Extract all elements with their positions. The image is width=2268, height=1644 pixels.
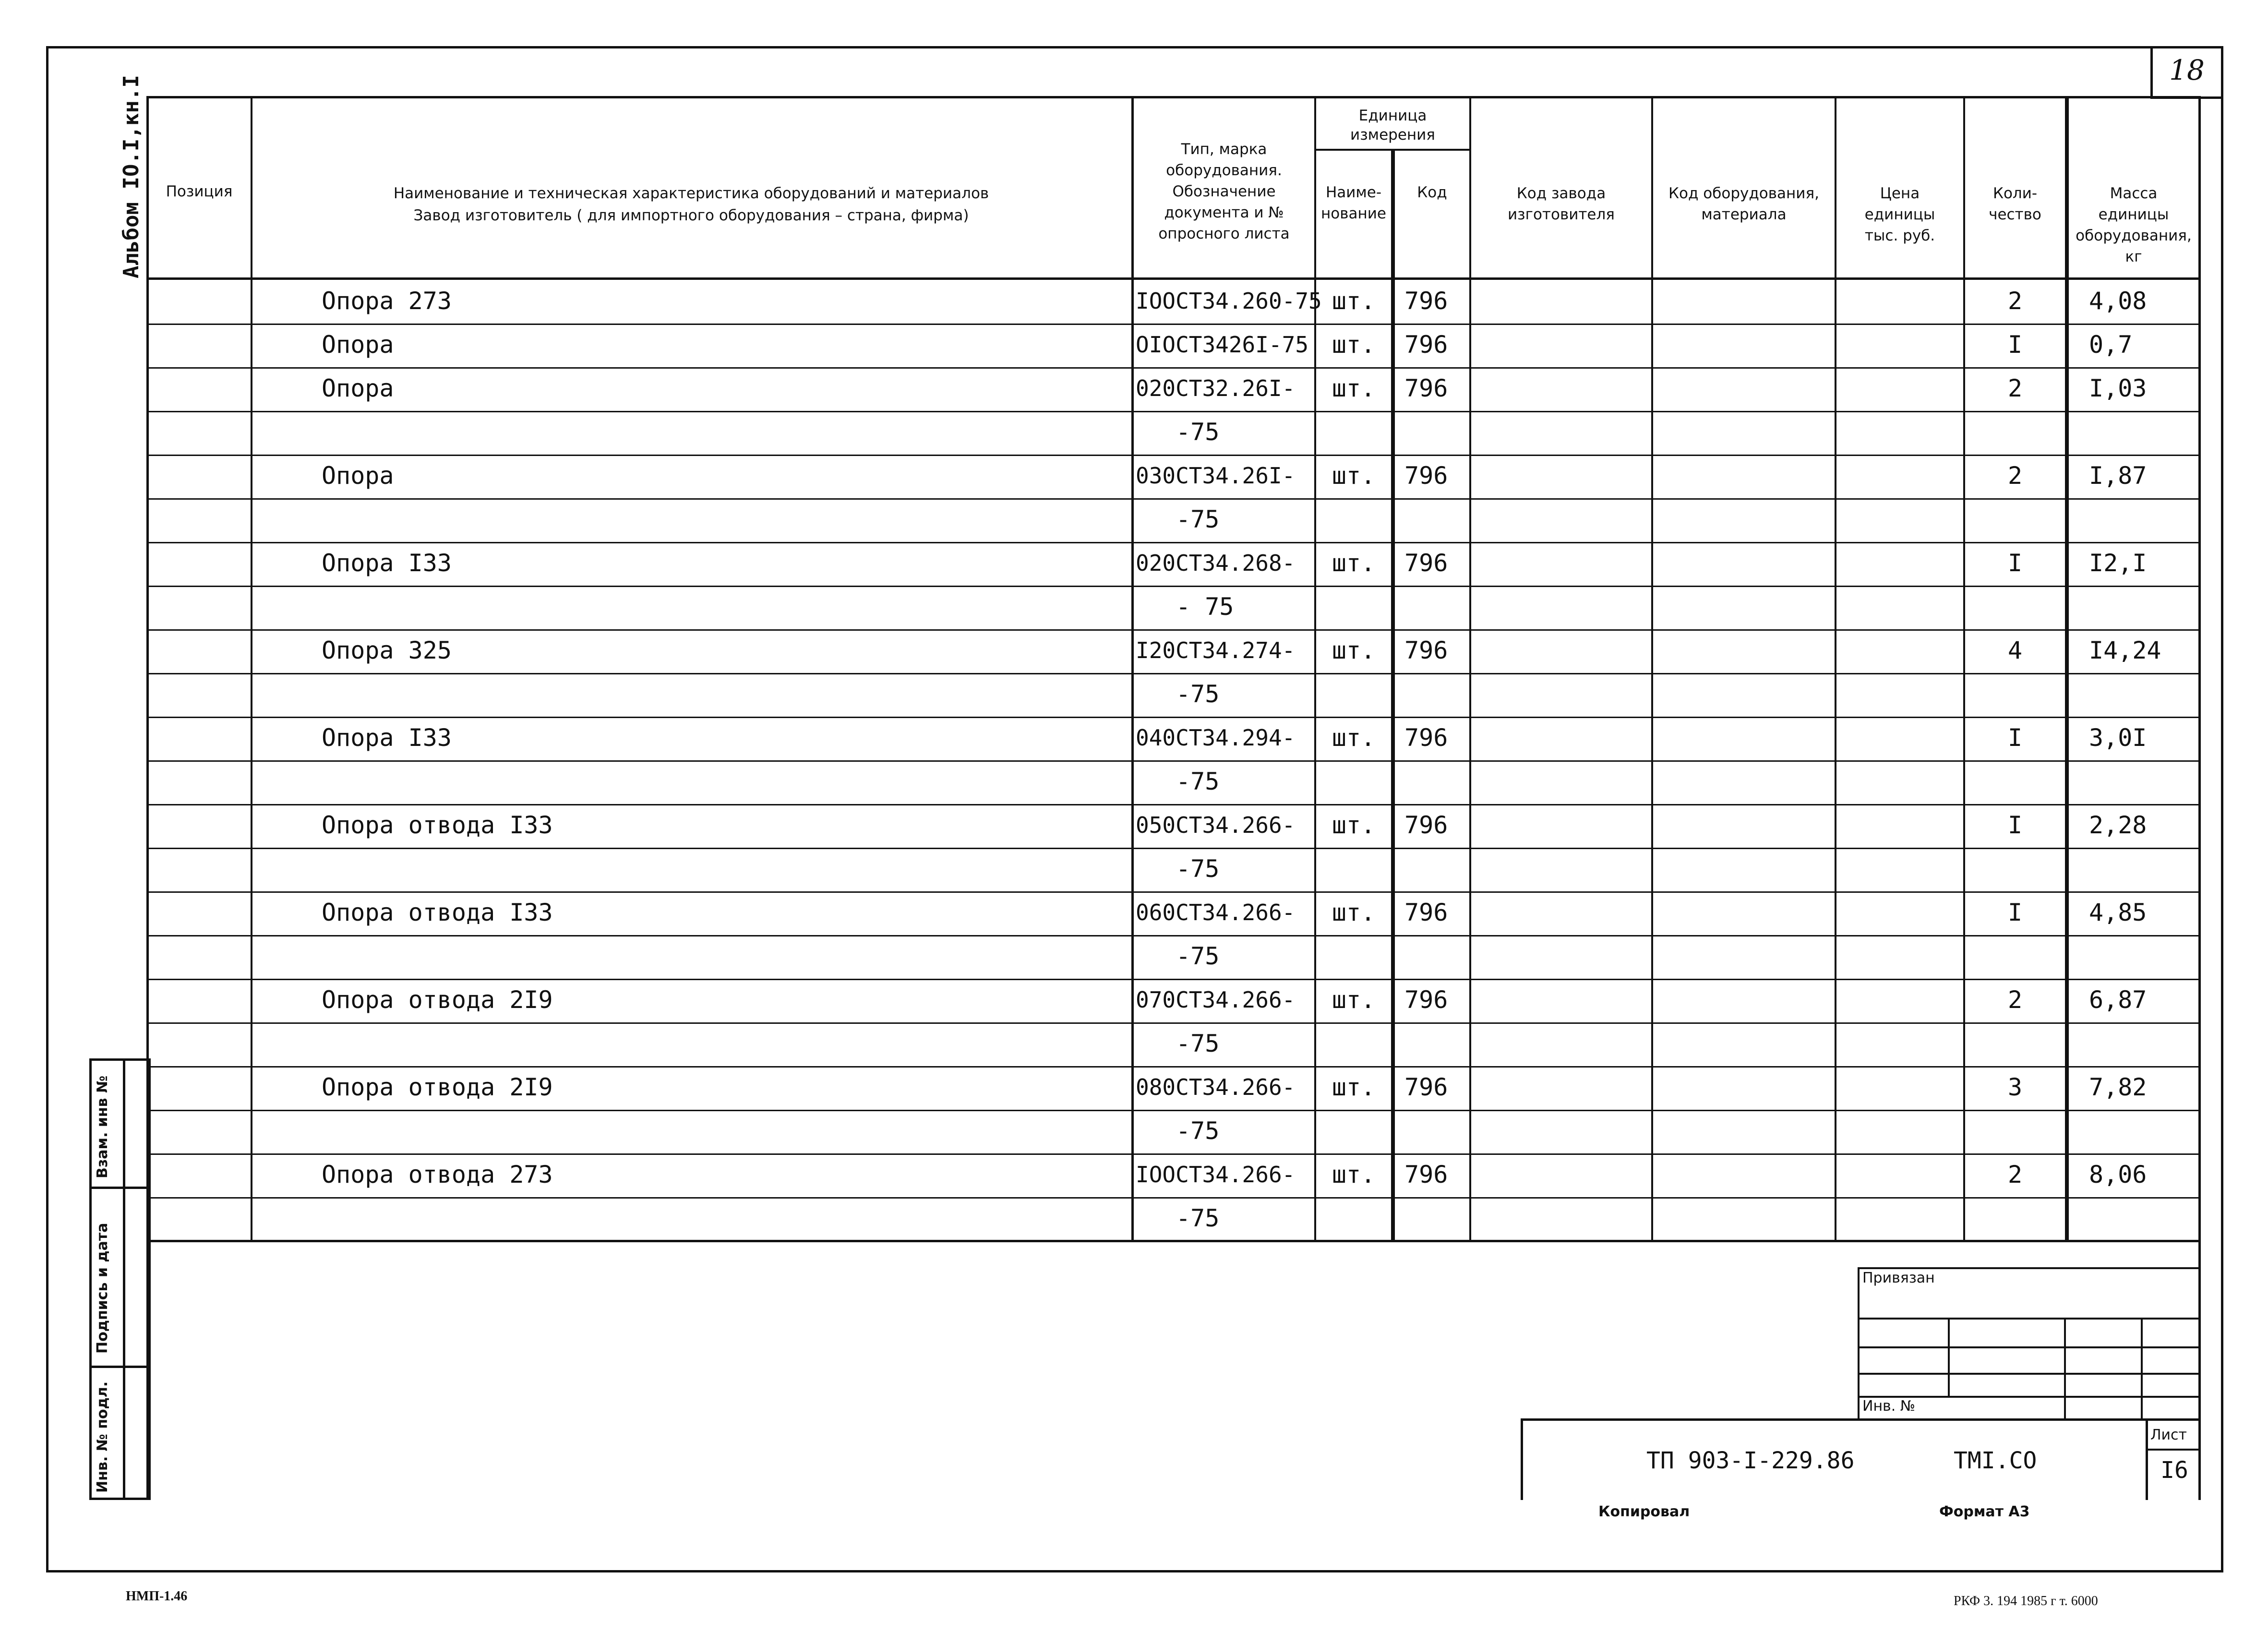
item-mass: 4,08 — [2089, 287, 2147, 315]
item-doc: 080CT34.266- — [1136, 1074, 1296, 1100]
item-code: 796 — [1404, 1161, 1448, 1188]
item-name: Опора отвода I33 — [322, 899, 553, 926]
item-mass: I,03 — [2089, 374, 2147, 402]
item-qty: I — [2007, 724, 2023, 752]
format-label: Формат А3 — [1939, 1503, 2030, 1520]
row-divider — [149, 1153, 2198, 1155]
item-unit: шт. — [1332, 374, 1376, 402]
col-type-header-2: оборудования. — [1166, 162, 1282, 179]
item-doc: OIOCT3426I-75 — [1136, 332, 1309, 358]
item-qty: I — [2007, 811, 2023, 839]
row-divider — [149, 891, 2198, 893]
col-unit-header-2: измерения — [1350, 126, 1435, 144]
row-divider — [149, 760, 2198, 762]
item-qty: 4 — [2007, 636, 2023, 664]
item-qty: 2 — [2007, 986, 2023, 1014]
item-unit: шт. — [1332, 1073, 1376, 1101]
item-unit: шт. — [1332, 331, 1376, 359]
item-doc: 070CT34.266- — [1136, 987, 1296, 1013]
item-mass: 7,82 — [2089, 1073, 2147, 1101]
item-qty: 3 — [2007, 1073, 2023, 1101]
item-name: Опора 325 — [322, 636, 452, 664]
item-code: 796 — [1404, 724, 1448, 752]
col-type-header-5: опросного листа — [1158, 225, 1290, 242]
item-code: 796 — [1404, 1073, 1448, 1101]
item-doc-cont: -75 — [1176, 418, 1220, 446]
row-divider — [149, 717, 2198, 718]
col-mass-header-2: единицы — [2098, 206, 2169, 223]
item-unit: шт. — [1332, 287, 1376, 315]
item-code: 796 — [1404, 287, 1448, 315]
row-divider — [149, 1241, 2198, 1242]
col-mass-header-1: Масса — [2110, 185, 2158, 202]
col-price-header-1: Цена — [1880, 185, 1920, 202]
item-doc-cont: -75 — [1176, 1117, 1220, 1145]
item-mass: I2,I — [2089, 549, 2147, 577]
item-code: 796 — [1404, 986, 1448, 1014]
row-divider — [149, 1110, 2198, 1111]
row-divider — [149, 629, 2198, 631]
col-qty-header-2: чество — [1989, 206, 2041, 223]
col-price-header-3: тыс. руб. — [1864, 227, 1935, 244]
item-unit: шт. — [1332, 986, 1376, 1014]
row-divider — [149, 979, 2198, 980]
stamp-inv-podl: Инв. № подл. — [94, 1381, 111, 1493]
item-doc-cont: -75 — [1176, 855, 1220, 883]
item-doc-cont: -75 — [1176, 680, 1220, 708]
item-unit: шт. — [1332, 462, 1376, 490]
row-divider — [149, 673, 2198, 674]
item-code: 796 — [1404, 811, 1448, 839]
footer-left: НМП-1.46 — [126, 1589, 188, 1604]
col-factory-code-header-1: Код завода — [1516, 185, 1606, 202]
row-divider — [149, 935, 2198, 936]
col-position-header: Позиция — [166, 183, 233, 200]
item-mass: 4,85 — [2089, 899, 2147, 926]
item-qty: 2 — [2007, 462, 2023, 490]
item-doc-cont: -75 — [1176, 942, 1220, 970]
col-equip-code-header-1: Код оборудования, — [1668, 185, 1819, 202]
item-doc-cont: -75 — [1176, 768, 1220, 795]
item-mass: 2,28 — [2089, 811, 2147, 839]
item-name: Опора отвода 2I9 — [322, 986, 553, 1014]
row-divider — [149, 1022, 2198, 1024]
col-mass-header-4: кг — [2125, 248, 2142, 265]
item-qty: 2 — [2007, 1161, 2023, 1188]
item-doc-cont: -75 — [1176, 1030, 1220, 1057]
side-album-label: Альбом IO.I,кн.I — [119, 75, 144, 278]
item-mass: 6,87 — [2089, 986, 2147, 1014]
row-divider — [149, 1197, 2198, 1199]
col-unit-name-header-2: нование — [1321, 205, 1386, 222]
item-doc-cont: -75 — [1176, 1204, 1220, 1232]
row-divider — [149, 411, 2198, 412]
col-type-header-4: документа и № — [1164, 204, 1284, 221]
item-name: Опора — [322, 462, 394, 490]
col-name-header-line2: Завод изготовитель ( для импортного оборудования – страна, фирма) — [413, 207, 969, 224]
item-unit: шт. — [1332, 811, 1376, 839]
stamp-podpis-data: Подпись и дата — [94, 1223, 111, 1354]
row-divider — [149, 848, 2198, 849]
header-bottom-line — [146, 277, 2201, 280]
col-price-header-2: единицы — [1864, 206, 1935, 223]
row-divider — [149, 586, 2198, 587]
item-doc-cont: -75 — [1176, 505, 1220, 533]
item-doc: 020CT32.26I- — [1136, 375, 1296, 401]
stamp-vzam-inv: Взам. инв № — [94, 1075, 111, 1178]
row-divider — [149, 455, 2198, 456]
item-qty: I — [2007, 331, 2023, 359]
footer-right: РКФ 3. 194 1985 г т. 6000 — [1954, 1594, 2098, 1608]
section-code: ТМI.CO — [1954, 1447, 2037, 1474]
col-type-header-1: Тип, марка — [1181, 141, 1267, 158]
item-code: 796 — [1404, 374, 1448, 402]
title-block-main — [1521, 1418, 2201, 1500]
item-qty: I — [2007, 549, 2023, 577]
item-doc: IOOCT34.266- — [1136, 1162, 1296, 1188]
item-qty: 2 — [2007, 374, 2023, 402]
item-name: Опора отвода 273 — [322, 1161, 553, 1188]
item-name: Опора I33 — [322, 549, 452, 577]
item-doc: 060CT34.266- — [1136, 900, 1296, 925]
item-code: 796 — [1404, 899, 1448, 926]
col-name-header-line1: Наименование и техническая характеристика оборудований и материалов — [393, 185, 989, 202]
inv-no-label: Инв. № — [1862, 1398, 1916, 1415]
item-mass: I4,24 — [2089, 636, 2161, 664]
row-divider — [149, 498, 2198, 500]
item-name: Опора отвода 2I9 — [322, 1073, 553, 1101]
col-mass-header-3: оборудования, — [2076, 227, 2192, 244]
item-doc-cont: - 75 — [1176, 593, 1234, 621]
page-number: 18 — [2169, 54, 2205, 86]
kopiroval-label: Копировал — [1598, 1503, 1690, 1520]
item-unit: шт. — [1332, 549, 1376, 577]
item-code: 796 — [1404, 549, 1448, 577]
item-doc: IOOCT34.260-75 — [1136, 288, 1322, 314]
list-label: Лист — [2150, 1427, 2187, 1443]
item-doc: 030CT34.26I- — [1136, 463, 1296, 489]
col-qty-header-1: Коли- — [1992, 185, 2038, 202]
designation: ТП 903-I-229.86 — [1646, 1447, 1855, 1474]
row-divider — [149, 367, 2198, 369]
item-doc: 020CT34.268- — [1136, 550, 1296, 576]
col-unit-code-header: Код — [1417, 184, 1447, 201]
privyazan-label: Привязан — [1862, 1270, 1935, 1286]
col-unit-name-header-1: Наиме- — [1325, 184, 1382, 201]
item-unit: шт. — [1332, 899, 1376, 926]
item-code: 796 — [1404, 331, 1448, 359]
row-divider — [149, 804, 2198, 805]
table-top-line — [146, 96, 2201, 98]
row-divider — [149, 1066, 2198, 1068]
item-mass: 8,06 — [2089, 1161, 2147, 1188]
item-code: 796 — [1404, 636, 1448, 664]
item-mass: 3,0I — [2089, 724, 2147, 752]
item-name: Опора 273 — [322, 287, 452, 315]
item-unit: шт. — [1332, 636, 1376, 664]
item-name: Опора — [322, 331, 394, 359]
item-doc: 050CT34.266- — [1136, 812, 1296, 838]
item-mass: I,87 — [2089, 462, 2147, 490]
item-doc: 040CT34.294- — [1136, 725, 1296, 751]
row-divider — [149, 542, 2198, 543]
col-type-header-3: Обозначение — [1172, 183, 1276, 200]
item-qty: I — [2007, 899, 2023, 926]
col-factory-code-header-2: изготовителя — [1508, 206, 1615, 223]
item-mass: 0,7 — [2089, 331, 2133, 359]
col-equip-code-header-2: материала — [1701, 206, 1787, 223]
item-name: Опора I33 — [322, 724, 452, 752]
item-code: 796 — [1404, 462, 1448, 490]
item-name: Опора отвода I33 — [322, 811, 553, 839]
item-unit: шт. — [1332, 724, 1376, 752]
item-name: Опора — [322, 374, 394, 402]
row-divider — [149, 324, 2198, 325]
item-unit: шт. — [1332, 1161, 1376, 1188]
item-doc: I20CT34.274- — [1136, 637, 1296, 663]
item-qty: 2 — [2007, 287, 2023, 315]
sheet-number: I6 — [2160, 1457, 2188, 1484]
col-unit-header-1: Единица — [1358, 107, 1427, 124]
